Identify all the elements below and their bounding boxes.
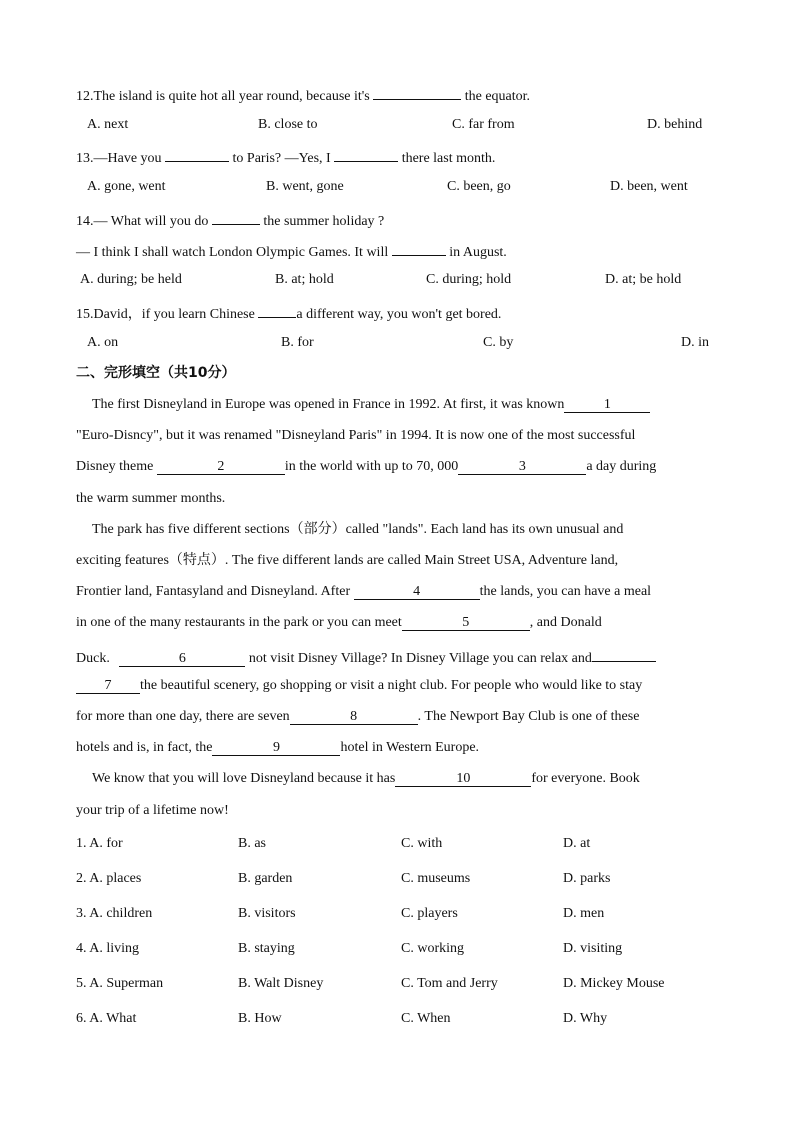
passage-text: Duck. — [76, 651, 110, 666]
cloze-blank-1[interactable]: 1 — [564, 397, 650, 413]
passage-text: a day during — [586, 459, 657, 474]
section-title: 二、完形填空（共10分） — [76, 365, 236, 381]
cloze-option[interactable]: 6. A. What — [76, 1011, 137, 1026]
passage-text: in one of the many restaurants in the park or you can meet — [76, 615, 402, 630]
answer-blank[interactable] — [258, 302, 296, 318]
cloze-option[interactable]: 1. A. for — [76, 836, 123, 851]
option-a[interactable]: A. on — [87, 335, 119, 350]
passage-line — [76, 677, 642, 695]
question-text: there last month. — [401, 151, 496, 166]
cloze-option[interactable]: 5. A. Superman — [76, 976, 164, 991]
option-a[interactable]: A. gone, went — [87, 179, 166, 194]
cloze-option[interactable]: C. museums — [401, 871, 471, 886]
passage-text: not visit Disney Village? In Disney Village you can relax and — [248, 651, 592, 666]
passage-line — [76, 739, 479, 757]
question-text: the summer holiday ? — [263, 214, 385, 229]
option-d[interactable]: D. in — [681, 335, 709, 350]
cloze-option[interactable]: 2. A. places — [76, 871, 142, 886]
cloze-option[interactable]: B. Walt Disney — [238, 976, 324, 991]
passage-text: . The Newport Bay Club is one of these — [417, 709, 640, 724]
cloze-blank-6[interactable]: 6 — [119, 651, 245, 667]
cloze-option[interactable]: C. with — [401, 836, 443, 851]
answer-blank[interactable] — [334, 146, 398, 162]
cloze-option[interactable]: D. men — [563, 906, 605, 921]
question-text: — I think I shall watch London Olympic Games. It will — [76, 245, 389, 260]
passage-line — [76, 708, 639, 726]
option-b[interactable]: B. went, gone — [266, 179, 344, 194]
question-text: 15.David，if you learn Chinese — [76, 307, 255, 322]
option-b[interactable]: B. close to — [258, 117, 318, 132]
question-text: in August. — [449, 245, 507, 260]
option-d[interactable]: D. at; be hold — [605, 272, 682, 287]
passage-text: for everyone. Book — [531, 771, 640, 786]
passage-line — [76, 646, 656, 668]
passage-line — [76, 583, 651, 601]
option-a[interactable]: A. during; be held — [80, 272, 182, 287]
answer-blank[interactable] — [165, 146, 229, 162]
question-text: 12.The island is quite hot all year round, because it's — [76, 89, 370, 104]
passage-line — [76, 458, 656, 476]
option-b[interactable]: B. at; hold — [275, 272, 334, 287]
question-text: to Paris? —Yes, I — [232, 151, 331, 166]
question-14-line2 — [76, 240, 718, 262]
option-c[interactable]: C. by — [483, 335, 514, 350]
cloze-option[interactable]: 3. A. children — [76, 906, 153, 921]
cloze-blank-3[interactable]: 3 — [458, 459, 586, 475]
cloze-blank-9[interactable]: 9 — [212, 740, 340, 756]
cloze-option[interactable]: B. visitors — [238, 906, 296, 921]
passage-text: Frontier land, Fantasyland and Disneyland. After — [76, 584, 351, 599]
option-b[interactable]: B. for — [281, 335, 314, 350]
cloze-blank-7-start[interactable] — [592, 646, 656, 662]
passage-line: your trip of a lifetime now! — [76, 803, 229, 818]
passage-line — [92, 770, 640, 788]
cloze-option[interactable]: B. staying — [238, 941, 295, 956]
option-d[interactable]: D. been, went — [610, 179, 688, 194]
cloze-option[interactable]: B. as — [238, 836, 266, 851]
passage-text: hotels and is, in fact, the — [76, 740, 213, 755]
question-15-stem — [76, 302, 718, 324]
cloze-blank-10[interactable]: 10 — [395, 771, 531, 787]
cloze-option[interactable]: D. visiting — [563, 941, 623, 956]
cloze-option[interactable]: D. at — [563, 836, 591, 851]
option-d[interactable]: D. behind — [647, 117, 703, 132]
passage-line: exciting features（特点）. The five different lands are called Main Street USA, Adventure land, — [76, 553, 619, 568]
cloze-option[interactable]: D. Why — [563, 1011, 608, 1026]
cloze-option[interactable]: D. Mickey Mouse — [563, 976, 665, 991]
question-14-stem — [76, 209, 718, 231]
cloze-blank-7[interactable]: 7 — [76, 678, 140, 694]
passage-line — [92, 396, 650, 414]
cloze-option[interactable]: 4. A. living — [76, 941, 140, 956]
option-a[interactable]: A. next — [87, 117, 129, 132]
cloze-option[interactable]: C. Tom and Jerry — [401, 976, 498, 991]
option-c[interactable]: C. far from — [452, 117, 515, 132]
passage-text: the lands, you can have a meal — [479, 584, 652, 599]
answer-blank[interactable] — [392, 240, 446, 256]
answer-blank[interactable] — [373, 84, 461, 100]
passage-line — [76, 614, 602, 632]
answer-blank[interactable] — [212, 209, 260, 225]
passage-line: "Euro-Disncy", but it was renamed "Disneyland Paris" in 1994. It is now one of the most successful — [76, 428, 636, 443]
question-text: 14.— What will you do — [76, 214, 209, 229]
cloze-option[interactable]: B. garden — [238, 871, 293, 886]
cloze-option[interactable]: C. working — [401, 941, 464, 956]
option-c[interactable]: C. been, go — [447, 179, 511, 194]
passage-text: the beautiful scenery, go shopping or visit a night club. For people who would like to stay — [140, 678, 643, 693]
question-text: 13.—Have you — [76, 151, 162, 166]
cloze-option[interactable]: C. players — [401, 906, 458, 921]
passage-line: The park has five different sections（部分）called "lands". Each land has its own unusual and — [92, 522, 624, 537]
passage-text: in the world with up to 70, 000 — [284, 459, 459, 474]
cloze-blank-4[interactable]: 4 — [354, 584, 480, 600]
passage-text: Disney theme — [76, 459, 154, 474]
passage-line: the warm summer months. — [76, 491, 226, 506]
question-text: a different way, you won't get bored. — [296, 307, 502, 322]
cloze-option[interactable]: C. When — [401, 1011, 451, 1026]
cloze-blank-2[interactable]: 2 — [157, 459, 285, 475]
cloze-blank-5[interactable]: 5 — [402, 615, 530, 631]
cloze-blank-8[interactable]: 8 — [290, 709, 418, 725]
passage-text: We know that you will love Disneyland because it has — [92, 771, 396, 786]
passage-text: hotel in Western Europe. — [340, 740, 480, 755]
question-12-stem — [76, 84, 718, 106]
cloze-option[interactable]: B. How — [238, 1011, 282, 1026]
option-c[interactable]: C. during; hold — [426, 272, 512, 287]
passage-text: , and Donald — [529, 615, 602, 630]
question-text: the equator. — [464, 89, 531, 104]
cloze-option[interactable]: D. parks — [563, 871, 611, 886]
passage-text: The first Disneyland in Europe was opened in France in 1992. At first, it was known — [92, 397, 565, 412]
question-13-stem — [76, 146, 718, 168]
passage-text: for more than one day, there are seven — [76, 709, 290, 724]
